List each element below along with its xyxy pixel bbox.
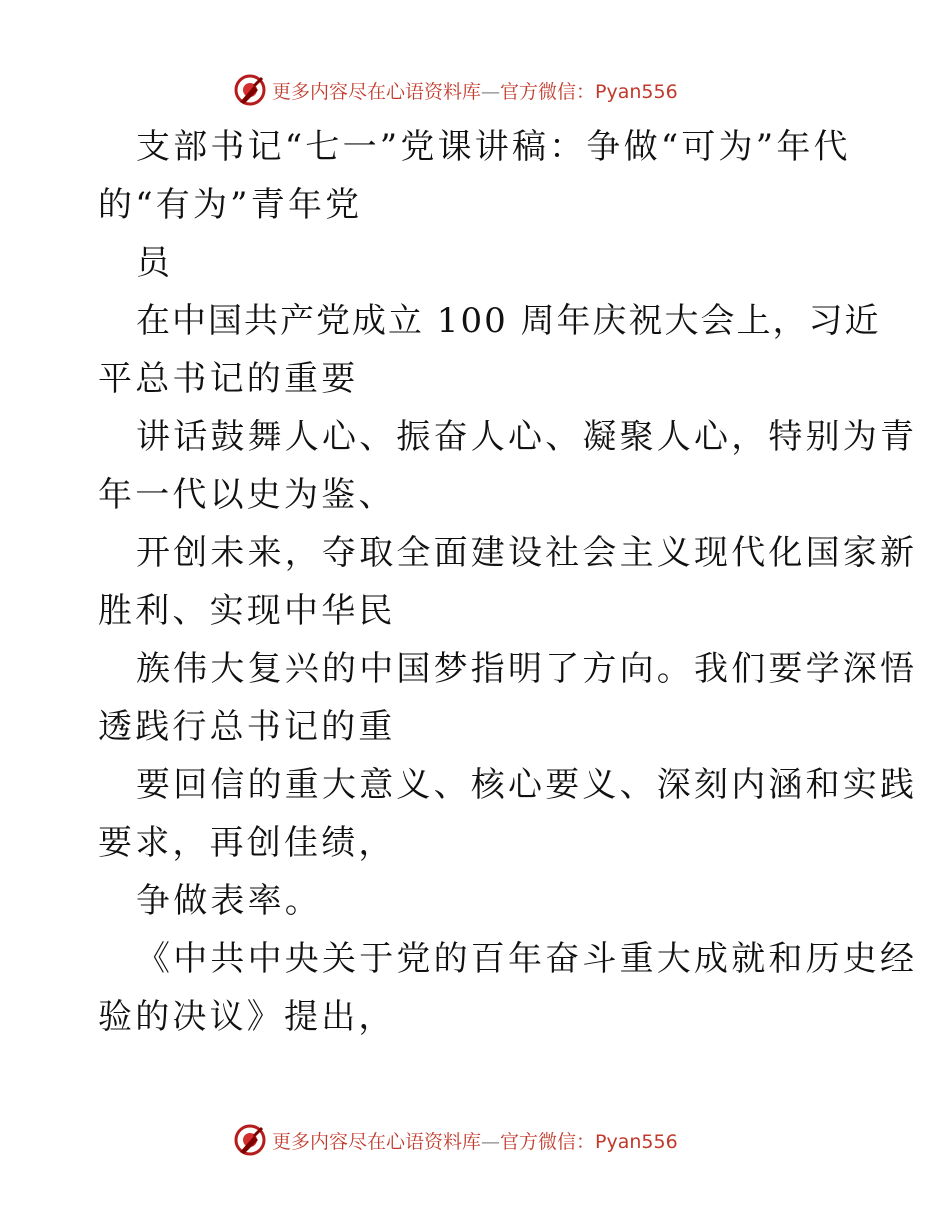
header-banner [232, 70, 678, 110]
banner-separator: — [481, 1130, 501, 1153]
document-body [98, 118, 918, 1046]
banner-separator: — [481, 80, 501, 103]
text-line: 平总书记的重要 [98, 359, 359, 399]
banner-wechat: 官方微信：Pyan556 [500, 80, 678, 103]
text-line: 年一代以史为鉴、 [98, 475, 396, 515]
banner-wechat: 官方微信：Pyan556 [500, 1130, 678, 1153]
text-line: 《中共中央关于党的百年奋斗重大成就和历史经 [136, 939, 918, 979]
text-line: 支部书记“七一”党课讲稿：争做“可为”年代 [136, 127, 851, 167]
text-line: 族伟大复兴的中国梦指明了方向。我们要学深悟 [136, 649, 918, 689]
text-line: 验的决议》提出， [98, 997, 396, 1037]
text-line: 要求，再创佳绩， [98, 823, 396, 863]
text-line: 的“有为”青年党 [98, 185, 363, 225]
text-line: 讲话鼓舞人心、振奋人心、凝聚人心，特别为青 [136, 417, 918, 457]
banner-brand: 更多内容尽在心语资料库 [272, 80, 482, 103]
text-line: 在中国共产党成立 100 周年庆祝大会上，习近 [136, 301, 881, 341]
text-line: 开创未来，夺取全面建设社会主义现代化国家新 [136, 533, 918, 573]
pen-logo-icon [232, 72, 268, 108]
footer-banner [232, 1120, 678, 1160]
text-line: 员 [136, 243, 174, 283]
text-line: 胜利、实现中华民 [98, 591, 396, 631]
text-line: 透践行总书记的重 [98, 707, 396, 747]
pen-logo-icon [232, 1122, 268, 1158]
text-line: 争做表率。 [136, 881, 322, 921]
banner-brand: 更多内容尽在心语资料库 [272, 1130, 482, 1153]
text-line: 要回信的重大意义、核心要义、深刻内涵和实践 [136, 765, 918, 805]
